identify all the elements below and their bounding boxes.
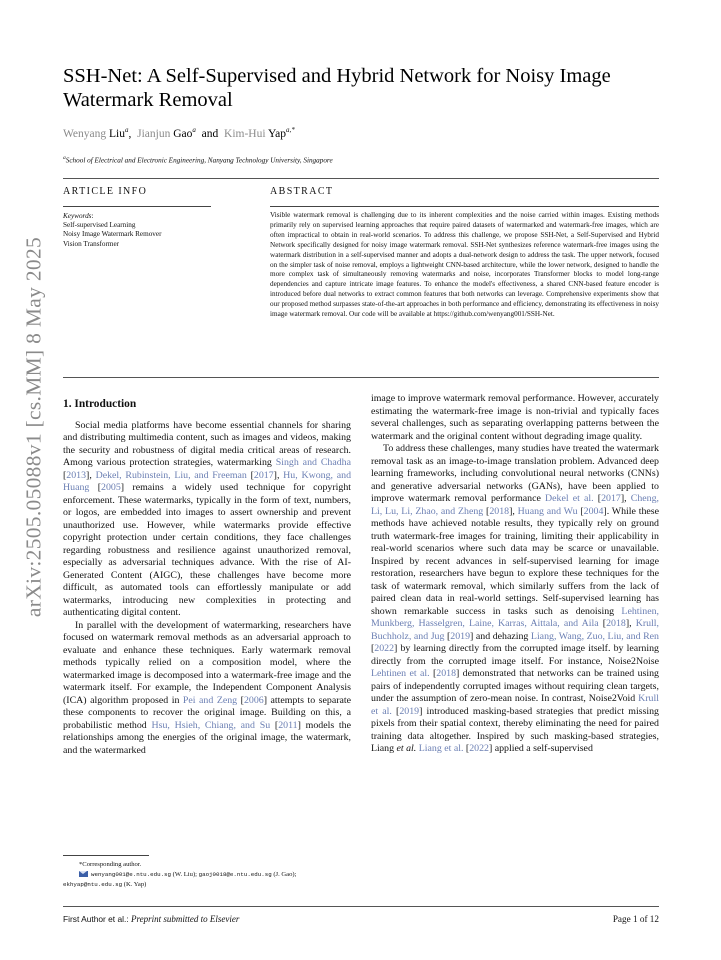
left-column (63, 392, 351, 757)
citation-link[interactable]: 2017 (601, 493, 621, 504)
affiliation: $^a$School of Electrical and Electronic Engineering, Nanyang Technology University, Singapore (63, 155, 333, 165)
abstract-text: Visible watermark removal is challenging due to its inherent complexities and the noise carried within images. Existing methods primarily rely on supervised learning approaches that require paired datasets of watermarked and watermark-free images, which are often impractical to obtain in real-world scenarios. To address this challenge, we propose SSH-Net, a Self-Supervised and Hybrid Network specifically designed for noisy image watermark removal. SSH-Net synthesizes reference watermark-free images using the watermark distribution in a self-supervised manner and adopts a dual-network design to address the task. The upper network, focused on the simpler task of noise removal, employs a lightweight CNN-based architecture, while the lower network, designed to handle the more complex task of simultaneously removing watermarks and noise, incorporates Transformer blocks to model long-range dependencies and capture intricate image features. To enhance the model's effectiveness, a shared CNN-based feature encoder is introduced before dual networks to extract common features that both networks can leverage. Comprehensive experiments show that our proposed method surpasses state-of-the-art approaches in both performance and efficiency, demonstrating its effectiveness in noisy image watermark removal. Our code will be available at https://github.com/wenyang001/SSH-Net. (270, 211, 659, 319)
keyword-item: Noisy Image Watermark Remover (63, 230, 162, 239)
arxiv-stamp: arXiv:2505.05088v1 [cs.MM] 8 May 2025 (21, 236, 46, 618)
paper-title: SSH-Net: A Self-Supervised and Hybrid Network for Noisy Image Watermark Removal (63, 65, 611, 111)
citation-link[interactable]: 2022 (469, 743, 489, 754)
body-paragraph: image to improve watermark removal performance. However, accurately estimating the watermark-free image is non-trivial and typically faces several challenges, such as separating overlapping patterns between the watermark and the original content without degrading image quality. (371, 393, 659, 442)
citation-link[interactable]: Hsu, Hsieh, Chiang, and Su (151, 719, 271, 731)
citation-link[interactable]: Krull et al. (371, 693, 659, 717)
keywords-block (63, 212, 211, 249)
footnote-divider (63, 855, 149, 856)
author-3: Kim-Hui Yap$^{a,*}$ (224, 126, 295, 140)
citation-link[interactable]: Dekel, Rubinstein, Liu, and Freeman (95, 469, 247, 481)
citation-link[interactable]: Liang, Wang, Zuo, Liu, and Ren (530, 630, 659, 642)
author-2: Jianjun Gao$^a$ (137, 126, 196, 140)
citation-link[interactable]: 2006 (243, 694, 264, 706)
abstract-bottom-divider (63, 377, 659, 378)
citation-link[interactable]: 2018 (489, 505, 510, 517)
citation-link[interactable]: 2005 (101, 482, 121, 493)
author-list: Wenyang Liu$^a$, Jianjun Gao$^a$ and Kim-Hui Yap$^{a,*}$ (63, 126, 295, 140)
body-paragraph: To address these challenges, many studies have treated the watermark removal task as an image-to-image translation problem. Advanced deep learning frameworks, including convolutional neural networks (CNNs) and generative adversarial networks (GANs), have been applied to improve watermark removal performance Dekel et al. [2017], Cheng, Li, Lu, Li, Zhao, and Zheng [2018], Huang and Wu [2004]. While these methods have achieved notable results, they typically rely on ground truth watermark-free images for training, limiting their applicability in real-world scenarios where such data may be scarce or unavailable. Inspired by recent advances in self-supervised learning for image restoration, researchers have begun to explore these techniques for the task of watermark removal, which similarly suffers from the lack of paired clean data in real-world settings. Self-supervised learning has shown remarkable success in tasks such as denoising Lehtinen, Munkberg, Hasselgren, Laine, Karras, Aittala, and Aila [2018], Krull, Buchholz, and Jug [2019] and dehazing Liang, Wang, Zuo, Liu, and Ren [2022] by learning directly from the corrupted image itself. by learning directly from the corrupted image itself. For instance, Noise2Noise Lehtinen et al. [2018] demonstrated that networks can be trained using pairs of independently corrupted images without requiring clean targets, under the assumption of zero-mean noise. In contrast, Noise2Void Krull et al. [2019] introduced masking-based strategies that predict missing pixels from their spatial context, thereby eliminating the need for paired training data altogether. Inspired by such masking-based strategies, Liang et al. Liang et al. [2022] applied a self-supervised (371, 443, 660, 754)
citation-link[interactable]: Lehtinen, Munkberg, Hasselgren, Laine, Karras, Aittala, and Aila (371, 605, 659, 629)
email-link[interactable]: gaoj0018@e.ntu.edu.sg (198, 871, 272, 878)
citation-link[interactable]: 2022 (374, 643, 395, 654)
citation-link[interactable]: 2019 (399, 705, 420, 717)
email-link[interactable]: wenyang001@e.ntu.edu.sg (91, 871, 172, 878)
author-1: Wenyang Liu$^a$ (63, 126, 129, 140)
keyword-item: Self-supervised Learning (63, 221, 136, 230)
citation-link[interactable]: Lehtinen et al. (371, 668, 430, 679)
body-paragraph: In parallel with the development of watermarking, researchers have focused on watermark removal methods as an adversarial approach to evaluate and enhance these techniques. Early watermark removal methods typically relied on a composition model, where the watermarked image is decomposed into a watermark-free image and the watermark itself. For example, the Independent Component Analysis (ICA) algorithm proposed in Pei and Zeng [2006] attempts to separate these components to recover the original image. Building on this, a probabilistic method Hsu, Hsieh, Chiang, and Su [2011] models the relationships among the energies of the original image, the watermark, and the watermarked (63, 619, 351, 756)
citation-link[interactable]: 2018 (606, 618, 626, 629)
right-column (371, 393, 659, 756)
keywords-label: Keywords: (63, 212, 94, 220)
abstract-heading: ABSTRACT (270, 186, 334, 197)
header-divider (63, 178, 659, 179)
keyword-item: Vision Transformer (63, 239, 120, 248)
article-info-divider (63, 206, 211, 207)
footer-running-title: First Author et al.: Preprint submitted to Elsevier (63, 914, 240, 924)
email-link[interactable]: ekhyap@ntu.edu.sg (63, 881, 123, 888)
citation-link[interactable]: 2013 (66, 469, 87, 481)
citation-link[interactable]: Cheng, Li, Lu, Li, Zhao, and Zheng (371, 493, 659, 517)
citation-link[interactable]: 2011 (278, 719, 298, 731)
abstract-divider (270, 206, 659, 207)
body-paragraph: Social media platforms have become essential channels for sharing and distributing multimedia content, such as images and videos, making the security and robustness of digital media critical areas of research. Among various protection strategies, watermarking Singh and Chadha [2013], Dekel, Rubinstein, Liu, and Freeman [2017], Hu, Kwong, and Huang [2005] remains a widely used technique for copyright enforcement. These watermarks, typically in the form of text, numbers, or logos, are embedded into images to assert ownership and prevent unauthorized use. However, while watermarks provide effective copyright protection under certain conditions, they face challenges regarding robustness and resilience against unauthorized removal, especially as adversarial techniques advance. With the rise of AI-Generated Content (AIGC), these challenges have become more difficult, as automated tools can effortlessly manipulate or add watermarks, introducing new complexities in protecting and authenticating digital content. (63, 419, 352, 618)
email-icon (79, 871, 88, 877)
citation-link[interactable]: Dekel et al. (545, 493, 594, 504)
corresponding-author-note: *Corresponding author. (79, 861, 142, 868)
article-info-heading: ARTICLE INFO (63, 186, 148, 197)
citation-link[interactable]: 2019 (450, 630, 471, 642)
citation-link[interactable]: 2004 (583, 505, 604, 517)
citation-link[interactable]: Liang et al. (418, 743, 464, 754)
citation-link[interactable]: Huang and Wu (517, 505, 578, 517)
citation-link[interactable]: 2018 (436, 668, 456, 679)
footnote: *Corresponding author. wenyang001@e.ntu.edu.sg (W. Liu); gaoj0018@e.ntu.edu.sg (J. Gao); ekhyap@ntu.edu.sg (K. Yap) (63, 860, 353, 890)
citation-link[interactable]: Krull, Buchholz, and Jug (371, 618, 660, 642)
footer-divider (63, 906, 659, 907)
citation-link[interactable]: 2017 (253, 469, 274, 481)
citation-link[interactable]: Pei and Zeng (182, 694, 238, 706)
page-number: Page 1 of 12 (612, 914, 659, 924)
section-heading-introduction: 1. Introduction (63, 398, 137, 410)
citation-link[interactable]: Hu, Kwong, and Huang (63, 469, 352, 493)
citation-link[interactable]: Singh and Chadha (275, 457, 351, 468)
